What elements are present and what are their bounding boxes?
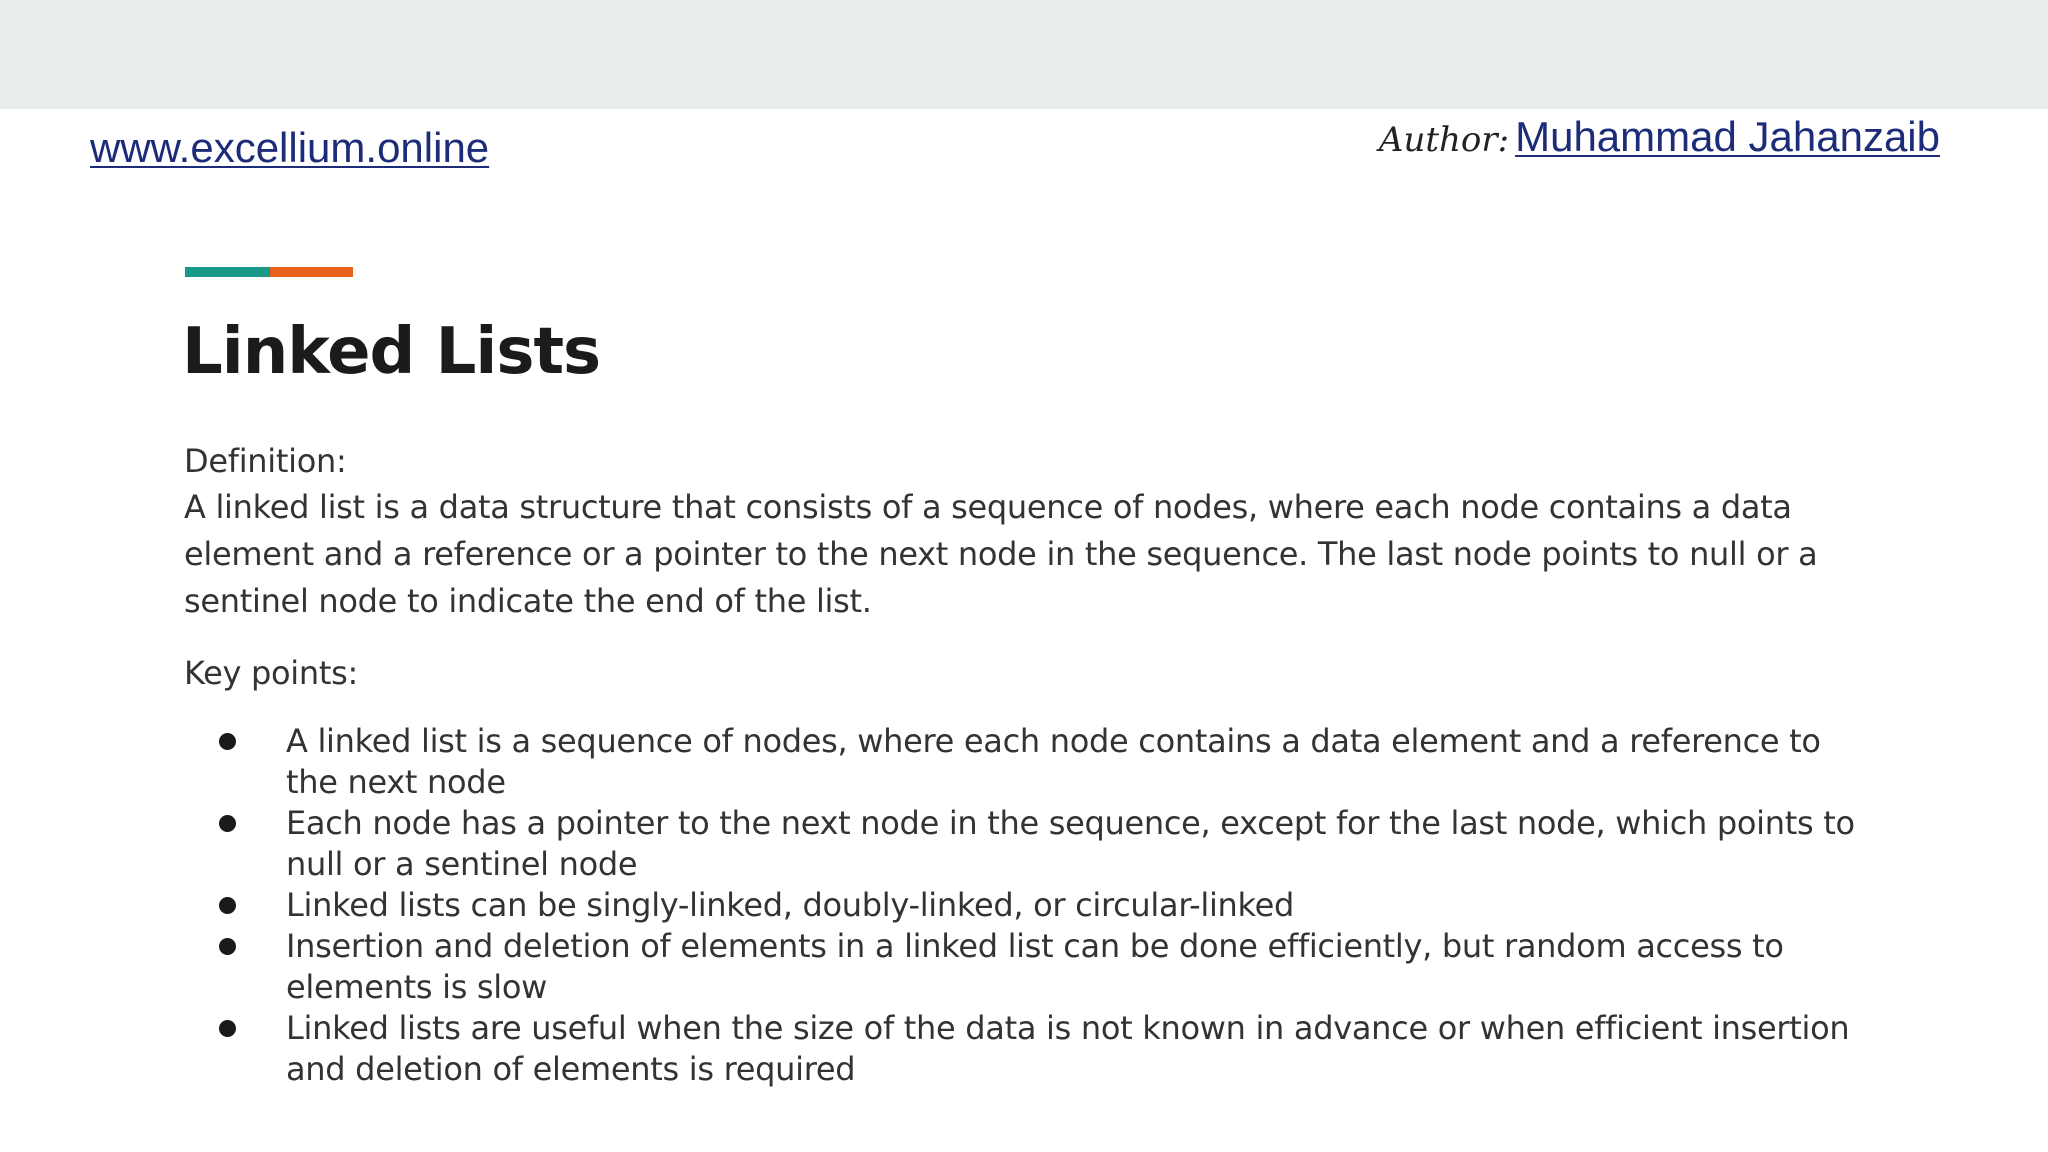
bullet-icon (219, 733, 236, 750)
key-points-label: Key points: (184, 654, 358, 692)
bullet-icon (219, 1020, 236, 1037)
key-point-item (0, 885, 1856, 926)
bullet-icon (219, 815, 236, 832)
key-point-item (0, 1008, 1856, 1090)
key-point-text: Linked lists can be singly-linked, doubly-linked, or circular-linked (286, 886, 1295, 924)
key-point-text: Each node has a pointer to the next node in the sequence, except for the last node, which points to null or a sentinel node (286, 804, 1855, 883)
key-point-text: Linked lists are useful when the size of the data is not known in advance or when efficient insertion and deletion of elements is required (286, 1009, 1850, 1088)
accent-segment-teal (185, 267, 270, 277)
definition-text: A linked list is a data structure that consists of a sequence of nodes, where each node contains a data element and a reference or a pointer to the next node in the sequence. The last node points to null or a sentinel node to indicate the end of the list. (184, 488, 1818, 620)
author-name-link[interactable]: Muhammad Jahanzaib (1515, 113, 1940, 160)
key-point-item (0, 721, 1856, 803)
bullet-icon (219, 897, 236, 914)
key-point-text: A linked list is a sequence of nodes, where each node contains a data element and a reference to the next node (286, 722, 1821, 801)
key-point-text: Insertion and deletion of elements in a linked list can be done efficiently, but random access to elements is slow (286, 927, 1784, 1006)
slide-title: Linked Lists (182, 315, 601, 389)
definition-label: Definition: (184, 442, 347, 480)
key-point-item (0, 926, 1856, 1008)
top-band (0, 0, 2048, 109)
title-accent-bar (185, 267, 353, 277)
author-label: Author: (1378, 120, 1510, 160)
key-points-list (0, 721, 2048, 1090)
key-point-item (0, 803, 1856, 885)
author-credit (1378, 113, 1940, 160)
accent-segment-orange (270, 267, 353, 277)
bullet-icon (219, 938, 236, 955)
website-link[interactable]: www.excellium.online (90, 124, 490, 171)
